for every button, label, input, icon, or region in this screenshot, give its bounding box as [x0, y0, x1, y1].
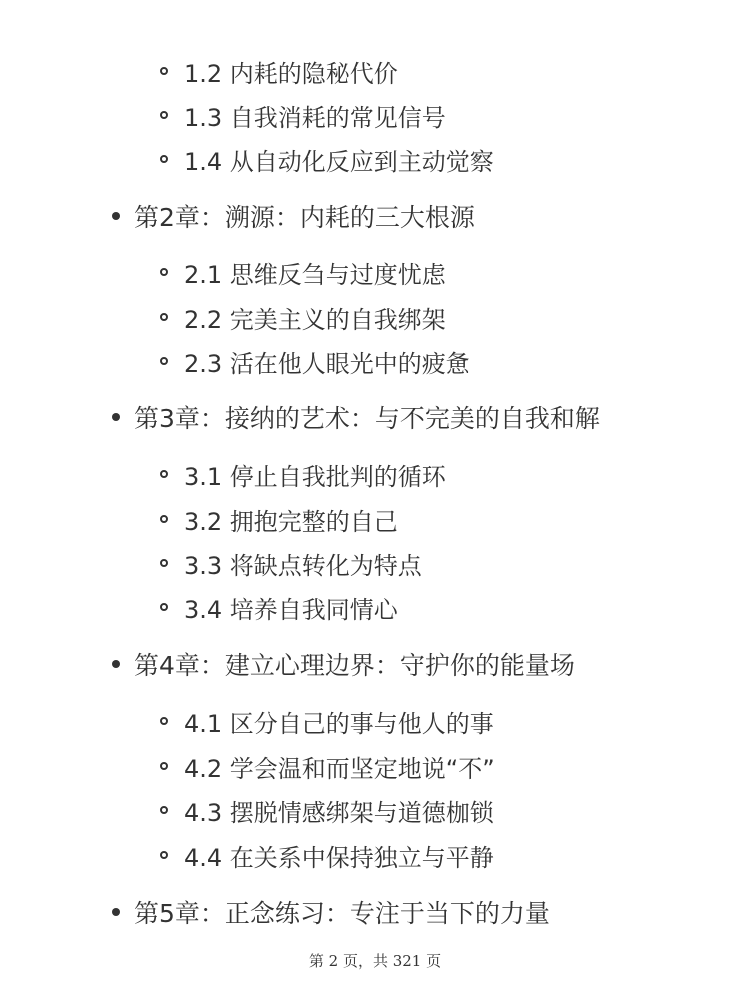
toc-section-label: 4.2 学会温和而坚定地说“不” [184, 754, 495, 783]
toc-section-item [160, 501, 398, 537]
toc-section-item [160, 141, 494, 177]
toc-section-label: 1.3 自我消耗的常见信号 [184, 103, 446, 132]
toc-section-item [160, 748, 495, 784]
toc-section-label: 1.4 从自动化反应到主动觉察 [184, 147, 494, 176]
filled-bullet-icon [112, 660, 120, 668]
toc-chapter-item [112, 399, 600, 435]
toc-section-item [160, 837, 494, 873]
toc-section-item [160, 53, 398, 89]
toc-section-label: 4.1 区分自己的事与他人的事 [184, 709, 494, 738]
filled-bullet-icon [112, 212, 120, 220]
toc-section-label: 3.2 拥抱完整的自己 [184, 507, 398, 536]
hollow-bullet-icon [160, 851, 168, 859]
toc-section-label: 3.3 将缺点转化为特点 [184, 551, 422, 580]
hollow-bullet-icon [160, 762, 168, 770]
toc-section-item [160, 299, 446, 335]
toc-section-label: 2.2 完美主义的自我绑架 [184, 305, 446, 334]
hollow-bullet-icon [160, 515, 168, 523]
toc-section-item [160, 343, 470, 379]
toc-section-item [160, 792, 494, 828]
hollow-bullet-icon [160, 806, 168, 814]
toc-section-label: 3.1 停止自我批判的循环 [184, 462, 446, 491]
toc-section-item [160, 97, 446, 133]
filled-bullet-icon [112, 908, 120, 916]
toc-section-item [160, 703, 494, 739]
toc-section-label: 2.1 思维反刍与过度忧虑 [184, 260, 446, 289]
hollow-bullet-icon [160, 470, 168, 478]
toc-section-item [160, 456, 446, 492]
hollow-bullet-icon [160, 603, 168, 611]
toc-section-label: 4.3 摆脱情感绑架与道德枷锁 [184, 798, 494, 827]
toc-chapter-label: 第4章：建立心理边界：守护你的能量场 [134, 651, 575, 680]
toc-section-label: 3.4 培养自我同情心 [184, 595, 398, 624]
toc-chapter-item [112, 894, 550, 930]
hollow-bullet-icon [160, 717, 168, 725]
hollow-bullet-icon [160, 67, 168, 75]
toc-chapter-item [112, 198, 475, 234]
toc-section-label: 1.2 内耗的隐秘代价 [184, 59, 398, 88]
hollow-bullet-icon [160, 357, 168, 365]
toc-chapter-label: 第5章：正念练习：专注于当下的力量 [134, 899, 550, 928]
toc-section-item [160, 545, 422, 581]
filled-bullet-icon [112, 413, 120, 421]
page-number-footer: 第 2 页，共 321 页 [308, 952, 442, 970]
toc-section-item [160, 254, 446, 290]
toc-chapter-label: 第2章：溯源：内耗的三大根源 [134, 203, 475, 232]
hollow-bullet-icon [160, 313, 168, 321]
toc-section-label: 4.4 在关系中保持独立与平静 [184, 843, 494, 872]
toc-section-label: 2.3 活在他人眼光中的疲惫 [184, 349, 470, 378]
hollow-bullet-icon [160, 268, 168, 276]
toc-section-item [160, 589, 398, 625]
hollow-bullet-icon [160, 559, 168, 567]
toc-chapter-label: 第3章：接纳的艺术：与不完美的自我和解 [134, 404, 600, 433]
hollow-bullet-icon [160, 111, 168, 119]
toc-chapter-item [112, 646, 575, 682]
hollow-bullet-icon [160, 155, 168, 163]
